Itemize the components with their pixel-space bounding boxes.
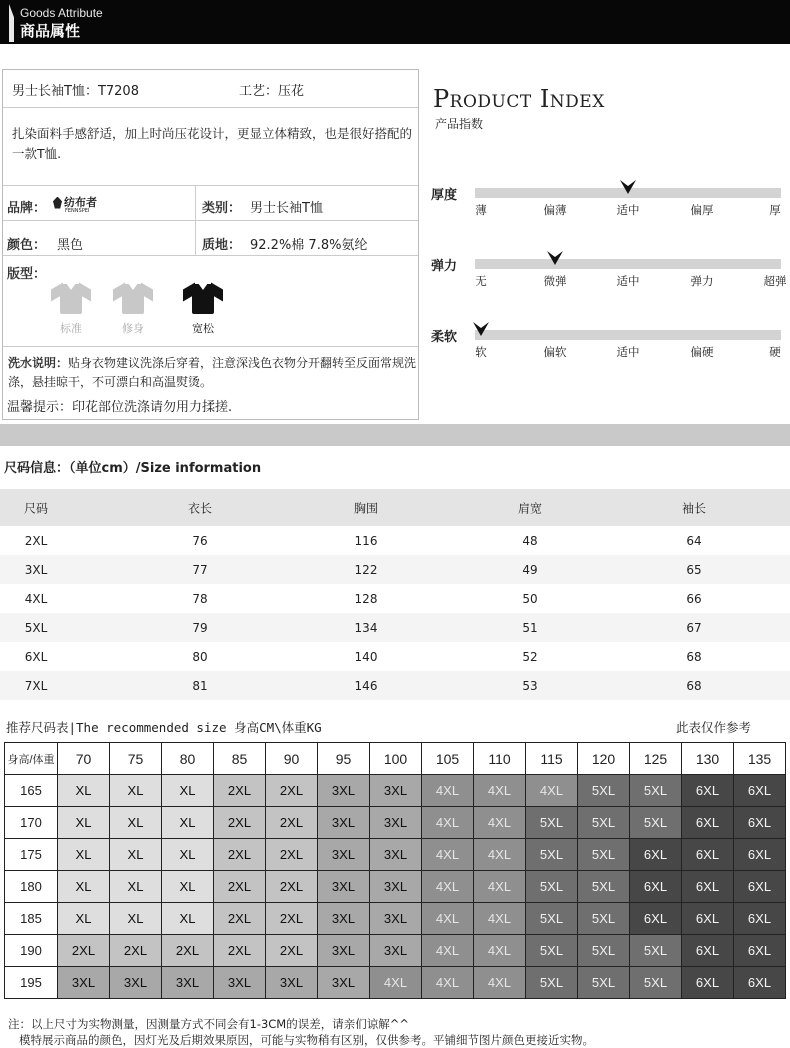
grid-size-cell: 6XL	[682, 839, 734, 871]
size-table-row	[0, 584, 790, 613]
grid-size-cell: 3XL	[318, 871, 370, 903]
grid-size-cell: 3XL	[58, 967, 110, 999]
grid-size-cell: 3XL	[266, 967, 318, 999]
size-table-cell: 134	[354, 620, 378, 635]
grid-weight: 100	[370, 743, 422, 775]
grid-size-cell: XL	[162, 839, 214, 871]
grid-size-cell: 3XL	[214, 967, 266, 999]
grid-header-row	[5, 743, 786, 775]
index-scale	[419, 255, 790, 295]
grid-size-cell: 5XL	[630, 935, 682, 967]
size-table-cell: 68	[686, 649, 702, 664]
grid-size-cell: 5XL	[526, 903, 578, 935]
grid-height: 165	[5, 775, 58, 807]
grid-size-cell: 2XL	[266, 935, 318, 967]
grid-size-cell: 5XL	[526, 967, 578, 999]
grid-size-cell: 6XL	[630, 871, 682, 903]
grid-size-cell: 4XL	[422, 903, 474, 935]
grid-row	[5, 807, 786, 839]
wash-text: 贴身衣物建议洗涤后穿着，注意深浅色衣物分开翻转至反面常规洗涤，悬挂晾干，不可漂白和高温熨烫。	[8, 356, 417, 389]
grid-size-cell: 5XL	[526, 935, 578, 967]
brand-logo-text: 纺布者	[64, 196, 97, 209]
size-table-row	[0, 613, 790, 642]
grid-size-cell: XL	[110, 871, 162, 903]
material-label: 质地：	[202, 238, 242, 253]
grid-weight: 85	[214, 743, 266, 775]
grid-weight: 105	[422, 743, 474, 775]
grid-size-cell: 5XL	[578, 871, 630, 903]
divider-band	[0, 424, 790, 446]
grid-size-cell: 4XL	[422, 775, 474, 807]
grid-size-cell: 6XL	[682, 967, 734, 999]
grid-size-cell: 2XL	[214, 807, 266, 839]
scale-point: 软	[475, 345, 487, 359]
recommend-title: 推荐尺码表|The recommended size 身高CM\体重KG	[6, 720, 322, 735]
grid-size-cell: 2XL	[266, 775, 318, 807]
size-table-cell: 3XL	[24, 562, 48, 577]
size-table-cell: 2XL	[24, 533, 48, 548]
grid-size-cell: 2XL	[162, 935, 214, 967]
size-table-cell: 48	[522, 533, 538, 548]
size-table-cell: 7XL	[24, 678, 48, 693]
scale-point: 超弹	[763, 274, 787, 288]
grid-size-cell: 6XL	[682, 775, 734, 807]
grid-size-cell: 3XL	[370, 839, 422, 871]
grid-size-cell: 4XL	[370, 967, 422, 999]
shirt-icon	[51, 278, 91, 316]
scale-point: 适中	[616, 203, 640, 217]
grid-weight: 90	[266, 743, 318, 775]
product-description: 扎染面料手感舒适，加上时尚压花设计，更显立体精致，也是很好搭配的一款T恤.	[12, 126, 413, 161]
size-table-header-cell: 胸围	[353, 501, 379, 515]
craft: 工艺：压花	[239, 84, 305, 99]
size-table-header-cell: 衣长	[187, 501, 213, 515]
attributes-panel	[2, 69, 419, 420]
grid-size-cell: XL	[58, 807, 110, 839]
grid-size-cell: 3XL	[318, 807, 370, 839]
scale-marker-icon	[547, 251, 563, 265]
grid-size-cell: XL	[110, 807, 162, 839]
grid-size-cell: 5XL	[578, 775, 630, 807]
size-table-cell: 80	[192, 649, 208, 664]
header-mark	[9, 4, 14, 42]
fit-option-label: 修身	[122, 322, 144, 335]
grid-size-cell: 5XL	[578, 839, 630, 871]
size-table-cell: 49	[522, 562, 538, 577]
grid-size-cell: 6XL	[734, 967, 786, 999]
size-table-row	[0, 526, 790, 555]
grid-size-cell: 5XL	[526, 839, 578, 871]
grid-row	[5, 871, 786, 903]
scale-point: 弹力	[690, 274, 714, 288]
grid-size-cell: 4XL	[422, 807, 474, 839]
product-name: 男士长袖T恤：T7208	[12, 84, 139, 99]
wash-instructions	[8, 354, 418, 392]
grid-size-cell: 5XL	[578, 903, 630, 935]
scale-point: 微弹	[543, 274, 567, 288]
size-table-cell: 52	[522, 649, 538, 664]
size-table-cell: 140	[354, 649, 378, 664]
fit-option	[103, 278, 163, 336]
size-table-cell: 6XL	[24, 649, 48, 664]
grid-size-cell: 5XL	[630, 967, 682, 999]
grid-size-cell: 6XL	[734, 935, 786, 967]
grid-size-cell: 4XL	[422, 967, 474, 999]
grid-size-cell: 2XL	[214, 871, 266, 903]
wash-label: 洗水说明：	[8, 356, 69, 370]
grid-size-cell: 2XL	[58, 935, 110, 967]
grid-size-cell: XL	[110, 775, 162, 807]
size-table-header-cell: 袖长	[681, 501, 707, 515]
grid-size-cell: XL	[162, 807, 214, 839]
grid-height: 180	[5, 871, 58, 903]
size-table-row	[0, 671, 790, 700]
fit-label: 版型：	[7, 267, 47, 282]
grid-size-cell: XL	[58, 839, 110, 871]
grid-size-cell: 5XL	[578, 935, 630, 967]
grid-size-cell: 4XL	[526, 775, 578, 807]
size-table-cell: 68	[686, 678, 702, 693]
footer-notes	[8, 1016, 594, 1048]
grid-row	[5, 775, 786, 807]
grid-size-cell: 3XL	[110, 967, 162, 999]
size-table-cell: 51	[522, 620, 538, 635]
product-index-panel	[419, 69, 790, 420]
grid-size-cell: 6XL	[682, 935, 734, 967]
grid-height: 190	[5, 935, 58, 967]
grid-size-cell: 6XL	[682, 871, 734, 903]
grid-size-cell: 3XL	[370, 903, 422, 935]
size-table-row	[0, 555, 790, 584]
grid-weight: 75	[110, 743, 162, 775]
section-header	[0, 0, 790, 44]
scale-point: 薄	[475, 203, 487, 217]
product-index-subtitle: 产品指数	[435, 117, 484, 131]
note-line-1: 注：以上尺寸为实物测量，因测量方式不同会有1-3CM的误差，请亲们谅解^^	[8, 1017, 410, 1031]
grid-weight: 70	[58, 743, 110, 775]
grid-size-cell: 5XL	[526, 871, 578, 903]
size-table-cell: 65	[686, 562, 702, 577]
scale-name: 弹力	[431, 259, 458, 274]
grid-size-cell: 6XL	[630, 903, 682, 935]
scale-point: 适中	[616, 274, 640, 288]
grid-size-cell: XL	[110, 839, 162, 871]
header-title-en: Goods Attribute	[20, 6, 103, 20]
size-table-cell: 5XL	[24, 620, 48, 635]
grid-size-cell: 4XL	[422, 839, 474, 871]
header-title-cn: 商品属性	[20, 22, 81, 40]
size-table-cell: 67	[686, 620, 702, 635]
grid-size-cell: 4XL	[474, 775, 526, 807]
grid-size-cell: XL	[162, 775, 214, 807]
grid-size-cell: 3XL	[370, 807, 422, 839]
grid-size-cell: 4XL	[474, 967, 526, 999]
grid-weight: 130	[682, 743, 734, 775]
grid-size-cell: 6XL	[734, 903, 786, 935]
brand-logo-sub: FENNSPEI	[65, 208, 90, 214]
product-index-title: Product Index	[433, 85, 605, 113]
size-table-cell: 116	[354, 533, 378, 548]
size-table-cell: 77	[192, 562, 208, 577]
grid-corner: 身高/体重	[5, 743, 58, 775]
grid-height: 175	[5, 839, 58, 871]
grid-size-cell: 3XL	[318, 903, 370, 935]
brand-logo	[53, 194, 97, 214]
grid-size-cell: 6XL	[682, 903, 734, 935]
color-value: 黑色	[57, 238, 84, 253]
size-table-header-cell: 肩宽	[517, 501, 543, 515]
size-table-cell: 78	[192, 591, 208, 606]
scale-point: 偏薄	[543, 203, 567, 217]
grid-size-cell: 5XL	[630, 807, 682, 839]
grid-weight: 115	[526, 743, 578, 775]
index-scale	[419, 184, 790, 224]
grid-size-cell: 4XL	[474, 839, 526, 871]
scale-bar	[475, 330, 781, 340]
grid-size-cell: XL	[58, 775, 110, 807]
grid-size-cell: 3XL	[162, 967, 214, 999]
grid-size-cell: 2XL	[266, 871, 318, 903]
grid-weight: 110	[474, 743, 526, 775]
fit-option	[173, 278, 233, 336]
grid-size-cell: 3XL	[318, 775, 370, 807]
scale-marker-icon	[473, 322, 489, 336]
grid-size-cell: 6XL	[734, 871, 786, 903]
scale-point: 无	[475, 274, 487, 288]
grid-size-cell: XL	[58, 903, 110, 935]
grid-weight: 120	[578, 743, 630, 775]
grid-weight: 135	[734, 743, 786, 775]
scale-name: 厚度	[431, 188, 458, 203]
grid-height: 195	[5, 967, 58, 999]
size-table-header	[0, 489, 790, 526]
grid-height: 185	[5, 903, 58, 935]
grid-size-cell: 2XL	[266, 807, 318, 839]
grid-size-cell: 6XL	[682, 807, 734, 839]
size-table-cell: 64	[686, 533, 702, 548]
grid-size-cell: 5XL	[578, 967, 630, 999]
scale-bar	[475, 259, 781, 269]
grid-row	[5, 839, 786, 871]
size-table-cell: 4XL	[24, 591, 48, 606]
size-table	[0, 489, 790, 700]
scale-point: 偏软	[543, 345, 567, 359]
color-label: 颜色：	[7, 238, 47, 253]
grid-size-cell: 4XL	[474, 935, 526, 967]
size-table-cell: 66	[686, 591, 702, 606]
size-table-cell: 50	[522, 591, 538, 606]
fit-option-label: 宽松	[192, 322, 214, 335]
grid-size-cell: 4XL	[474, 903, 526, 935]
grid-size-cell: 2XL	[266, 903, 318, 935]
note-line-2: 模特展示商品的颜色，因灯光及后期效果原因，可能与实物稍有区别，仅供参考。平铺细节图片颜色更接近实物。	[8, 1033, 594, 1047]
category-label: 类别：	[202, 201, 242, 216]
grid-size-cell: 2XL	[214, 775, 266, 807]
scale-point: 厚	[769, 203, 781, 217]
grid-size-cell: 4XL	[422, 871, 474, 903]
scale-name: 柔软	[431, 330, 458, 345]
tip: 温馨提示：印花部位洗涤请勿用力揉搓.	[7, 400, 233, 415]
scale-point: 硬	[769, 345, 781, 359]
grid-size-cell: 5XL	[578, 807, 630, 839]
scale-point: 偏硬	[690, 345, 714, 359]
fit-option	[41, 278, 101, 336]
grid-size-cell: 4XL	[474, 807, 526, 839]
size-table-cell: 53	[522, 678, 538, 693]
grid-weight: 125	[630, 743, 682, 775]
material-value: 92.2%棉 7.8%氨纶	[250, 238, 368, 253]
grid-size-cell: 6XL	[734, 839, 786, 871]
size-table-cell: 79	[192, 620, 208, 635]
grid-size-cell: 2XL	[214, 903, 266, 935]
size-table-cell: 76	[192, 533, 208, 548]
grid-size-cell: 5XL	[526, 807, 578, 839]
grid-size-cell: 3XL	[318, 967, 370, 999]
grid-size-cell: 3XL	[318, 935, 370, 967]
shirt-icon	[113, 278, 153, 316]
grid-size-cell: 5XL	[630, 775, 682, 807]
grid-size-cell: XL	[58, 871, 110, 903]
grid-size-cell: 3XL	[370, 935, 422, 967]
grid-size-cell: 4XL	[474, 871, 526, 903]
scale-point: 适中	[616, 345, 640, 359]
fit-option-label: 标准	[60, 322, 82, 335]
grid-size-cell: 6XL	[734, 807, 786, 839]
scale-point: 偏厚	[690, 203, 714, 217]
recommend-note: 此表仅作参考	[676, 720, 752, 735]
grid-weight: 95	[318, 743, 370, 775]
size-table-header-cell: 尺码	[23, 501, 49, 515]
grid-size-cell: 6XL	[734, 775, 786, 807]
grid-size-cell: 2XL	[110, 935, 162, 967]
grid-size-cell: 2XL	[214, 839, 266, 871]
grid-size-cell: 2XL	[266, 839, 318, 871]
grid-row	[5, 967, 786, 999]
grid-size-cell: 2XL	[214, 935, 266, 967]
grid-row	[5, 903, 786, 935]
index-scale	[419, 326, 790, 366]
brand-label: 品牌：	[7, 201, 47, 216]
size-table-cell: 128	[354, 591, 378, 606]
grid-size-cell: 3XL	[370, 775, 422, 807]
size-table-cell: 146	[354, 678, 378, 693]
grid-size-cell: 4XL	[422, 935, 474, 967]
scale-marker-icon	[620, 180, 636, 194]
size-table-cell: 81	[192, 678, 208, 693]
recommend-grid	[4, 742, 786, 999]
size-info-title: 尺码信息：（单位cm）/Size information	[4, 461, 262, 476]
category-value: 男士长袖T恤	[250, 201, 323, 216]
grid-weight: 80	[162, 743, 214, 775]
grid-size-cell: XL	[110, 903, 162, 935]
shirt-icon	[183, 278, 223, 316]
grid-row	[5, 935, 786, 967]
grid-size-cell: 6XL	[630, 839, 682, 871]
size-table-row	[0, 642, 790, 671]
grid-size-cell: 3XL	[370, 871, 422, 903]
grid-size-cell: 3XL	[318, 839, 370, 871]
grid-size-cell: XL	[162, 903, 214, 935]
size-table-cell: 122	[354, 562, 378, 577]
grid-height: 170	[5, 807, 58, 839]
grid-size-cell: XL	[162, 871, 214, 903]
